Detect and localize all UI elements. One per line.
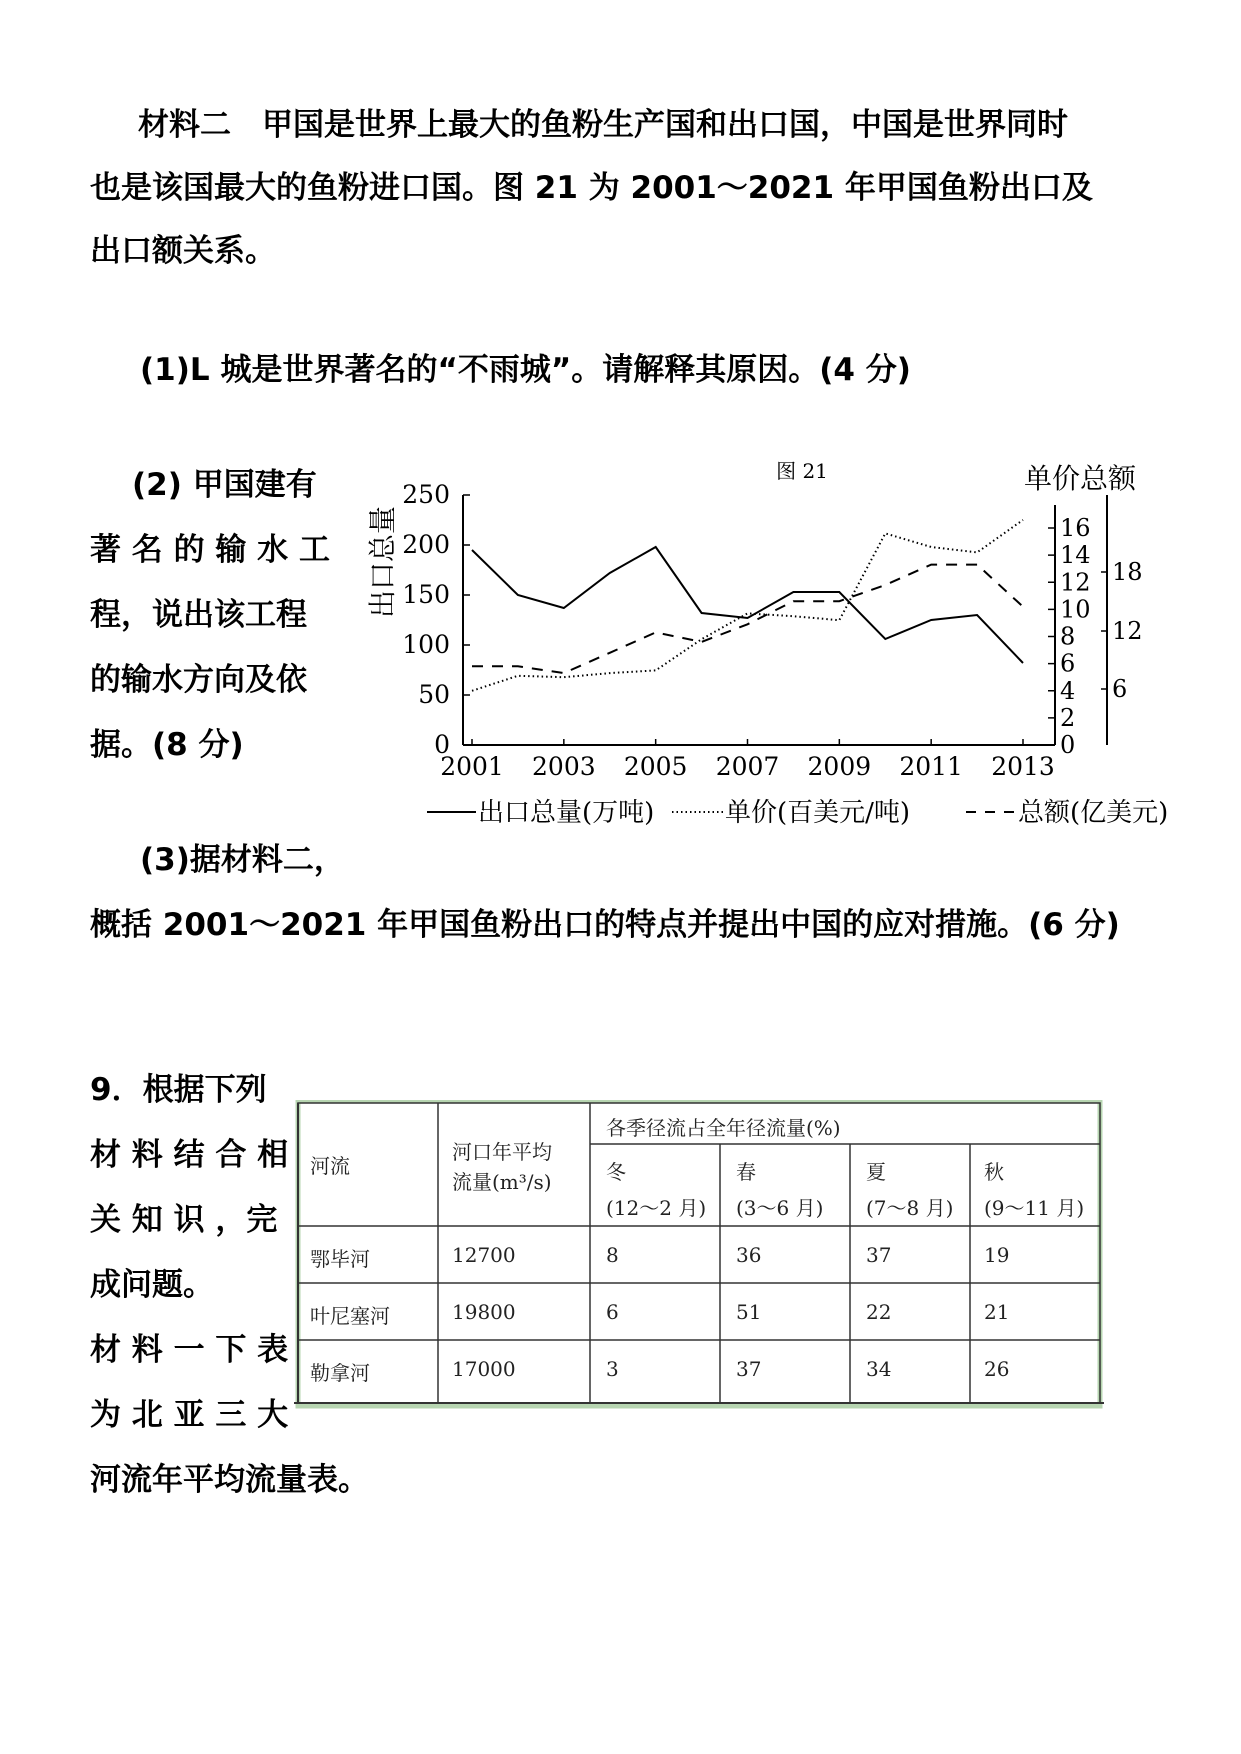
price-tick-label: 6	[1060, 649, 1076, 678]
table-row-1-winter: 8	[606, 1243, 619, 1267]
figure-21-chart	[0, 0, 1241, 860]
table-row-1-flow: 12700	[452, 1243, 516, 1267]
series-lines	[472, 520, 1023, 691]
question-9-line3: 关 知 识 ，完	[90, 1202, 278, 1238]
header-summer-months: (7～8 月)	[866, 1196, 954, 1220]
table-row-3-river: 勒拿河	[310, 1361, 370, 1385]
table-row-1-summer: 37	[866, 1243, 892, 1267]
price-tick-label: 4	[1060, 676, 1076, 705]
left-tick-label: 200	[402, 530, 450, 559]
header-spring-months: (3～6 月)	[736, 1196, 824, 1220]
legend-unit-price: 单价(百美元/吨)	[725, 798, 911, 828]
material2-line3: 出口额关系。	[90, 233, 276, 269]
table-row-2-winter: 6	[606, 1300, 619, 1324]
chart-title: 图 21	[776, 459, 828, 483]
question-3-line1: (3)据材料二，	[140, 842, 345, 878]
table-row-3-winter: 3	[606, 1357, 619, 1381]
question-1: (1)L 城是世界著名的“不雨城”。请解释其原因。(4 分)	[140, 352, 911, 388]
question-2-line4: 的输水方向及依	[90, 662, 307, 698]
question-9-line4: 成问题。	[90, 1267, 214, 1303]
right-axis-title: 单价总额	[1023, 462, 1137, 495]
legend-total-value: 总额(亿美元)	[1018, 798, 1169, 828]
x-tick-label: 2007	[715, 752, 780, 781]
axis-ticks	[402, 480, 1142, 781]
x-tick-label: 2011	[899, 752, 963, 781]
x-tick-label: 2003	[532, 752, 596, 781]
table-row-1-autumn: 19	[984, 1243, 1010, 1267]
header-autumn: 秋	[984, 1160, 1004, 1184]
question-9-line6: 为 北 亚 三 大	[90, 1397, 289, 1433]
header-flow-line2: 流量(m³/s)	[452, 1170, 552, 1194]
price-tick-label: 0	[1060, 731, 1076, 759]
question-3-line2: 概括 2001～2021 年甲国鱼粉出口的特点并提出中国的应对措施。(6 分)	[90, 907, 1120, 943]
price-tick-label: 10	[1060, 595, 1091, 624]
left-tick-label: 250	[402, 480, 450, 509]
header-summer: 夏	[866, 1160, 886, 1184]
price-tick-label: 14	[1060, 541, 1091, 570]
left-tick-label: 150	[402, 580, 450, 609]
question-9-line5: 材 料 一 下 表	[90, 1332, 289, 1368]
question-9-line1: 9．根据下列	[90, 1072, 267, 1108]
x-tick-label: 2009	[807, 752, 872, 781]
question-2-line5: 据。(8 分)	[90, 727, 244, 763]
question-2-line3: 程，说出该工程	[90, 597, 307, 633]
price-tick-label: 12	[1060, 568, 1091, 597]
material2-line1: 材料二 甲国是世界上最大的鱼粉生产国和出口国，中国是世界同时	[138, 107, 1068, 143]
total-tick-label: 18	[1112, 558, 1143, 586]
table-row-3-autumn: 26	[984, 1357, 1010, 1381]
left-axis-title: 出口总量	[366, 505, 399, 619]
total-tick-label: 12	[1112, 617, 1143, 645]
header-winter-months: (12～2 月)	[606, 1196, 707, 1220]
question-9-line7: 河流年平均流量表。	[90, 1462, 369, 1498]
table-row-2-autumn: 21	[984, 1300, 1010, 1324]
table-row-2-summer: 22	[866, 1300, 892, 1324]
river-flow-table	[294, 1100, 1120, 1410]
header-season-group: 各季径流占全年径流量(%)	[606, 1116, 841, 1140]
header-spring: 春	[736, 1160, 756, 1184]
question-2-line2: 著 名 的 输 水 工	[90, 532, 330, 568]
table-row-1-river: 鄂毕河	[310, 1247, 370, 1271]
left-tick-label: 50	[418, 680, 450, 709]
table-row-2-flow: 19800	[452, 1300, 516, 1324]
table-row-3-flow: 17000	[452, 1357, 516, 1381]
price-tick-label: 2	[1060, 703, 1076, 732]
header-flow-line1: 河口年平均	[452, 1140, 552, 1164]
question-9-line2: 材 料 结 合 相	[90, 1137, 289, 1173]
table-row-3-spring: 37	[736, 1357, 762, 1381]
header-winter: 冬	[606, 1160, 626, 1184]
series-export-volume	[472, 547, 1023, 663]
x-tick-label: 2013	[991, 752, 1055, 781]
header-autumn-months: (9～11 月)	[984, 1196, 1085, 1220]
table-row-3-summer: 34	[866, 1357, 892, 1381]
question-2-line1: (2) 甲国建有	[132, 467, 317, 503]
table-row-1-spring: 36	[736, 1243, 762, 1267]
left-tick-label: 100	[402, 630, 450, 659]
x-tick-label: 2001	[440, 752, 504, 781]
material2-line2: 也是该国最大的鱼粉进口国。图 21 为 2001～2021 年甲国鱼粉出口及	[90, 170, 1093, 206]
header-river: 河流	[310, 1154, 350, 1178]
left-tick-label: 0	[434, 730, 450, 759]
x-tick-label: 2005	[623, 752, 688, 781]
total-tick-label: 6	[1112, 675, 1128, 703]
price-tick-label: 16	[1060, 514, 1091, 542]
table-row-2-spring: 51	[736, 1300, 762, 1324]
price-tick-label: 8	[1060, 622, 1076, 651]
table-row-2-river: 叶尼塞河	[310, 1304, 390, 1328]
legend-export-volume: 出口总量(万吨)	[478, 798, 655, 828]
